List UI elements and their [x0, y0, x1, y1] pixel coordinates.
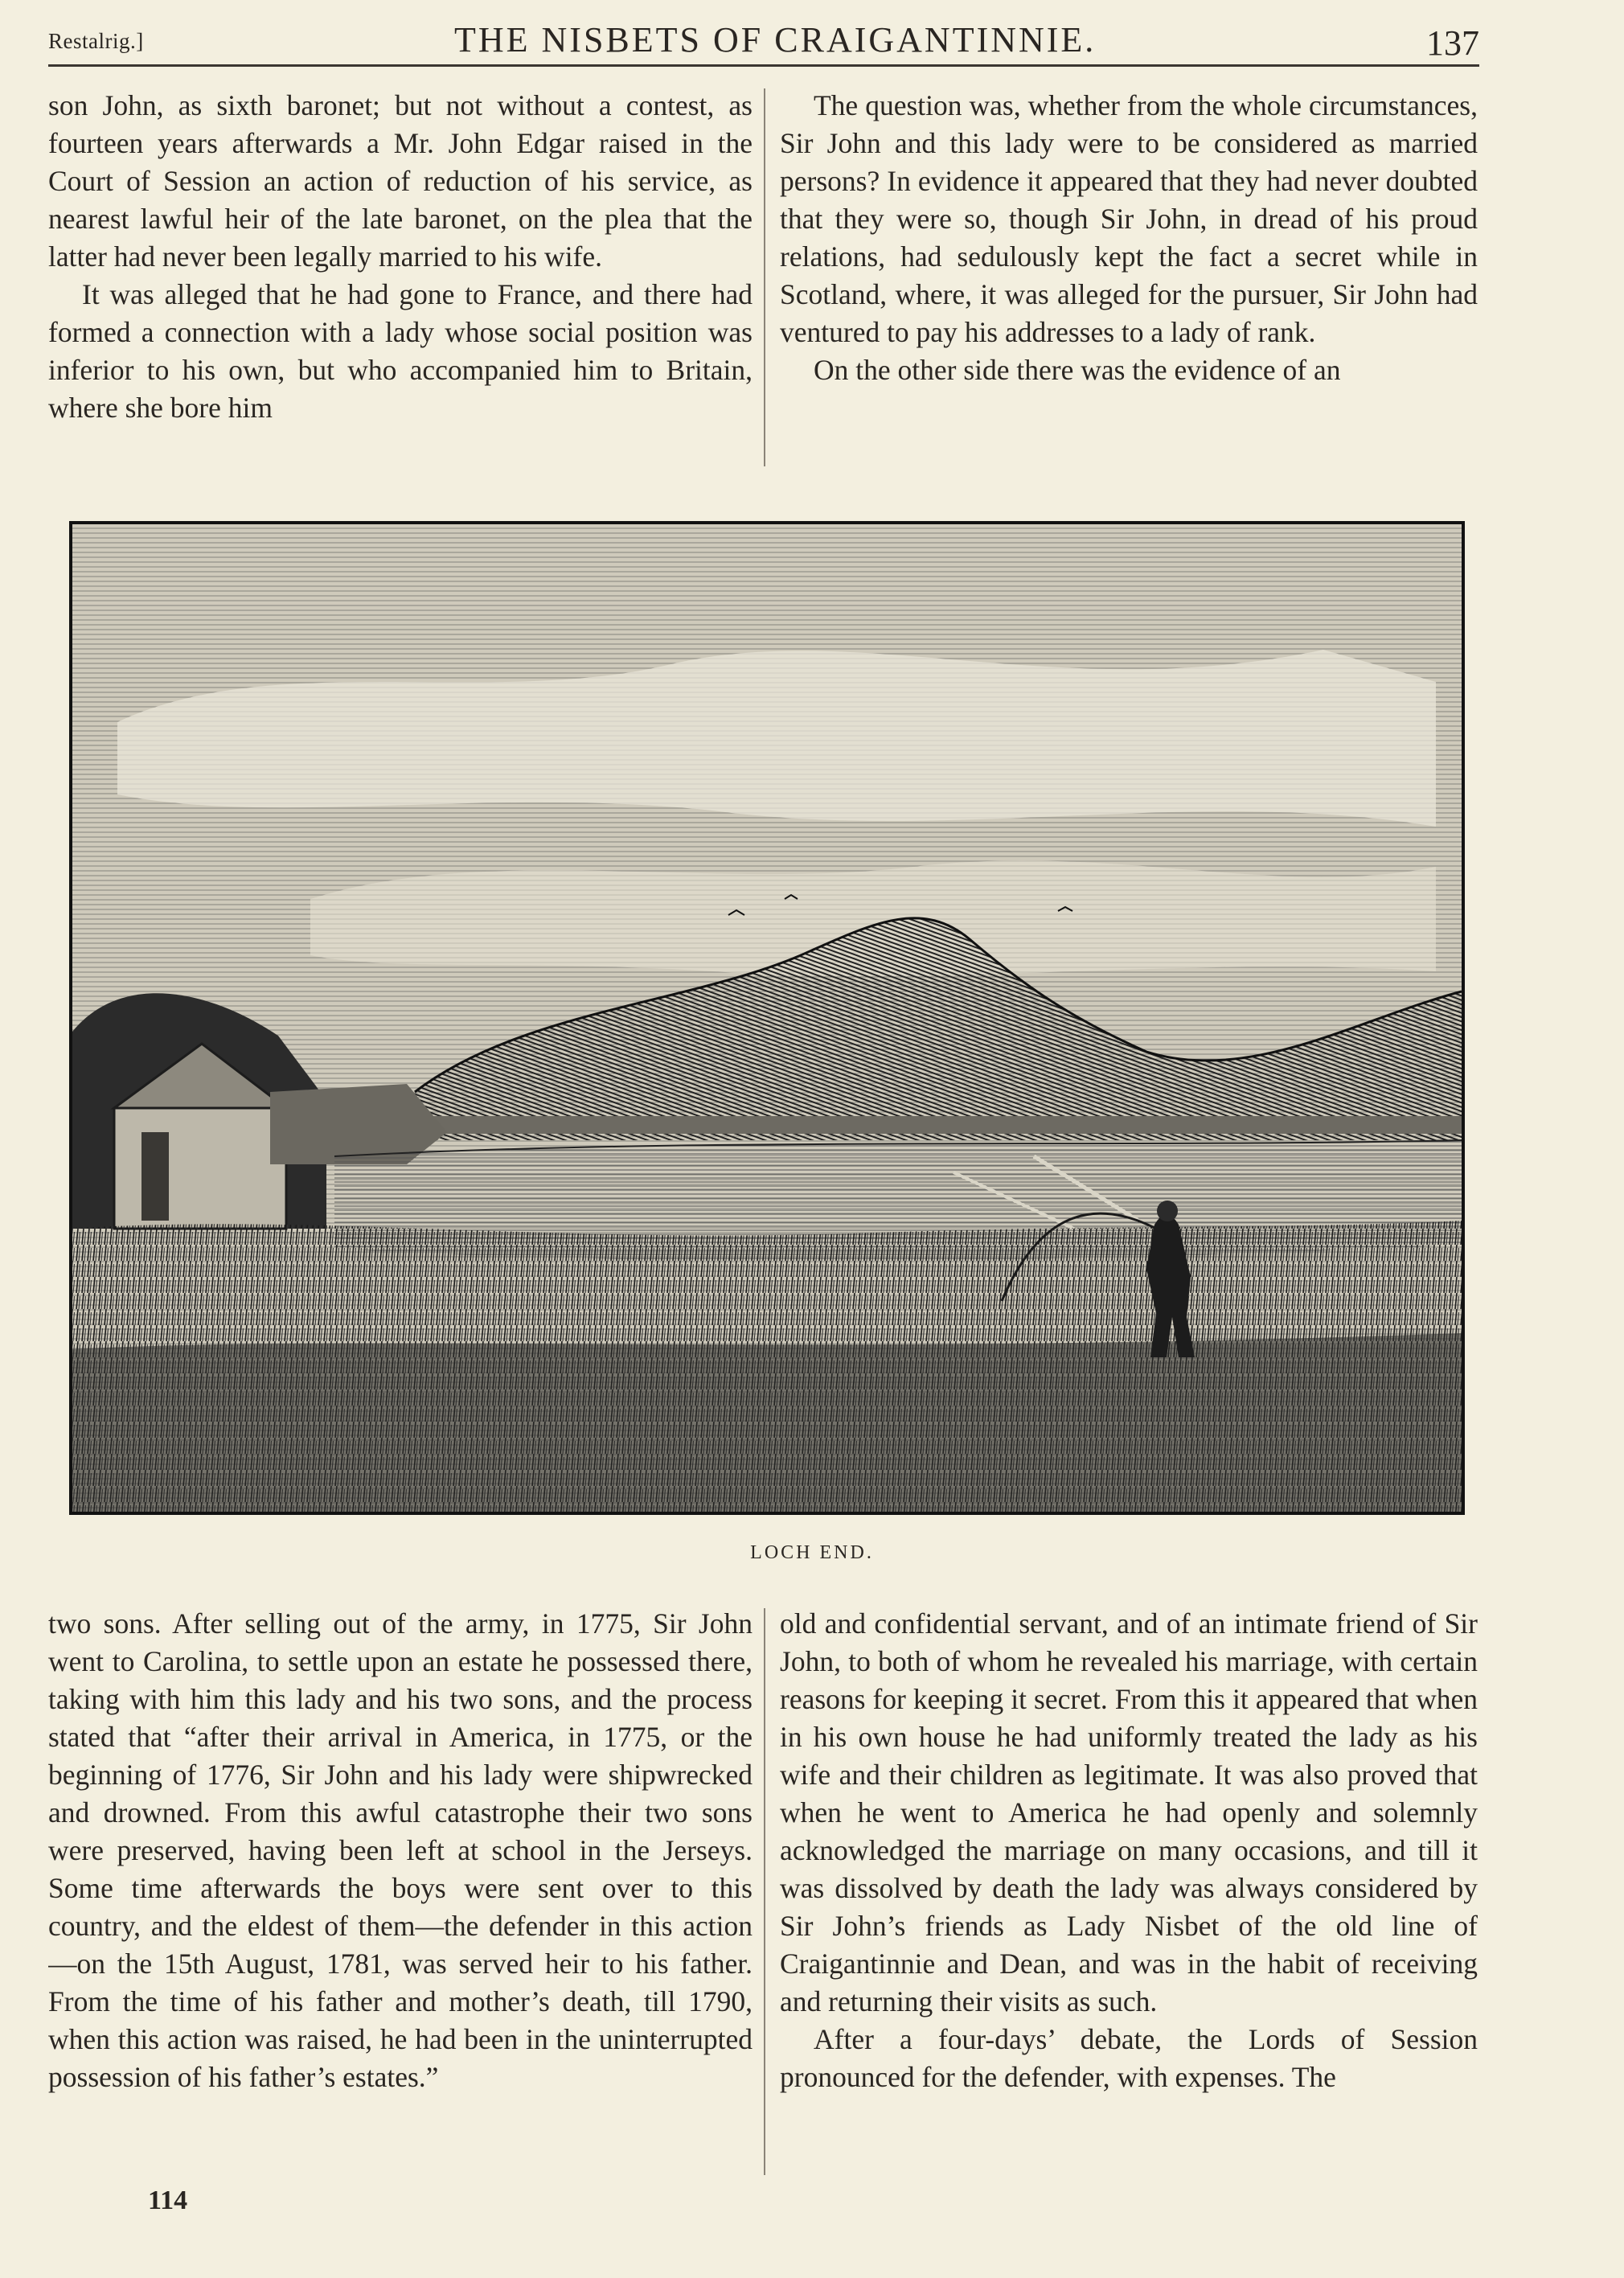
paragraph: two sons. After selling out of the army, in 1775, Sir John went to Carolina, to settle upon an estate he possessed there, taking with him this lady and his two sons, and the process stated that “after their arrival in America, in 1775, or the beginning of 1776, Sir John and his lady were shipwrecked and drowned. From this awful catastrophe their two sons were preserved, having been left at school in the Jerseys. Some time afterwards the boys were sent over to this country, and the eldest of them—the defender in this action—on the 15th August, 1781, was served heir to his father. From the time of his father and mother’s death, till 1790, when this action was raised, he had been in the uninterrupted possession of his father’s estates.” — [48, 1607, 753, 2093]
paragraph: It was alleged that he had gone to France, and there had formed a connection with a lady whose social position was inferior to his own, but who accompanied him to Britain, where she bore him — [48, 278, 753, 424]
loch-end-engraving — [69, 521, 1465, 1515]
page-number: 137 — [1426, 23, 1479, 63]
figure-caption: LOCH END. — [750, 1542, 874, 1563]
chapter-title: THE NISBETS OF CRAIGANTINNIE. — [454, 20, 1097, 60]
column-top-left — [48, 87, 753, 471]
signature-folio: 114 — [148, 2186, 188, 2215]
paragraph: old and confidential servant, and of an intimate friend of Sir John, to both of whom he revealed his marriage, with certain reasons for keeping it secret. From this it appeared that when in his own house he had uniformly treated the lady as his wife and their children as legitimate. It was also proved that when he went to America he had openly and solemnly acknowledged the marriage on many occasions, and till it was dissolved by death the lady was always considered by Sir John’s friends as Lady Nisbet of the old line of Craigantinnie and Dean, and was in the habit of receiving and returning their visits as such. — [780, 1607, 1478, 2017]
running-head — [48, 18, 1479, 66]
section-label: Restalrig.] — [48, 29, 144, 53]
paragraph: The question was, whether from the whole circumstances, Sir John and this lady were to be considered as married persons? In evidence it appeared that they had never doubted that they were so, though Sir John, in dread of his proud relations, had sedulously kept the fact a secret while in Scotland, where, it was alleged for the pursuer, Sir John had ventured to pay his addresses to a lady of rank. — [780, 89, 1478, 348]
column-bottom-right — [780, 1605, 1478, 2192]
column-bottom-left — [48, 1605, 753, 2192]
paragraph: son John, as sixth baronet; but not without a contest, as fourteen years afterwards a Mr. John Edgar raised in the Court of Session an action of reduction of his service, as nearest lawful heir of the late baronet, on the plea that the latter had never been legally married to his wife. — [48, 89, 753, 273]
column-divider — [764, 88, 765, 466]
column-top-right — [780, 87, 1478, 471]
header-rule — [48, 64, 1479, 67]
column-divider — [764, 1608, 765, 2175]
paragraph: On the other side there was the evidence of an — [814, 354, 1341, 386]
paragraph: After a four-days’ debate, the Lords of Session pronounced for the defender, with expenses. The — [780, 2023, 1478, 2093]
